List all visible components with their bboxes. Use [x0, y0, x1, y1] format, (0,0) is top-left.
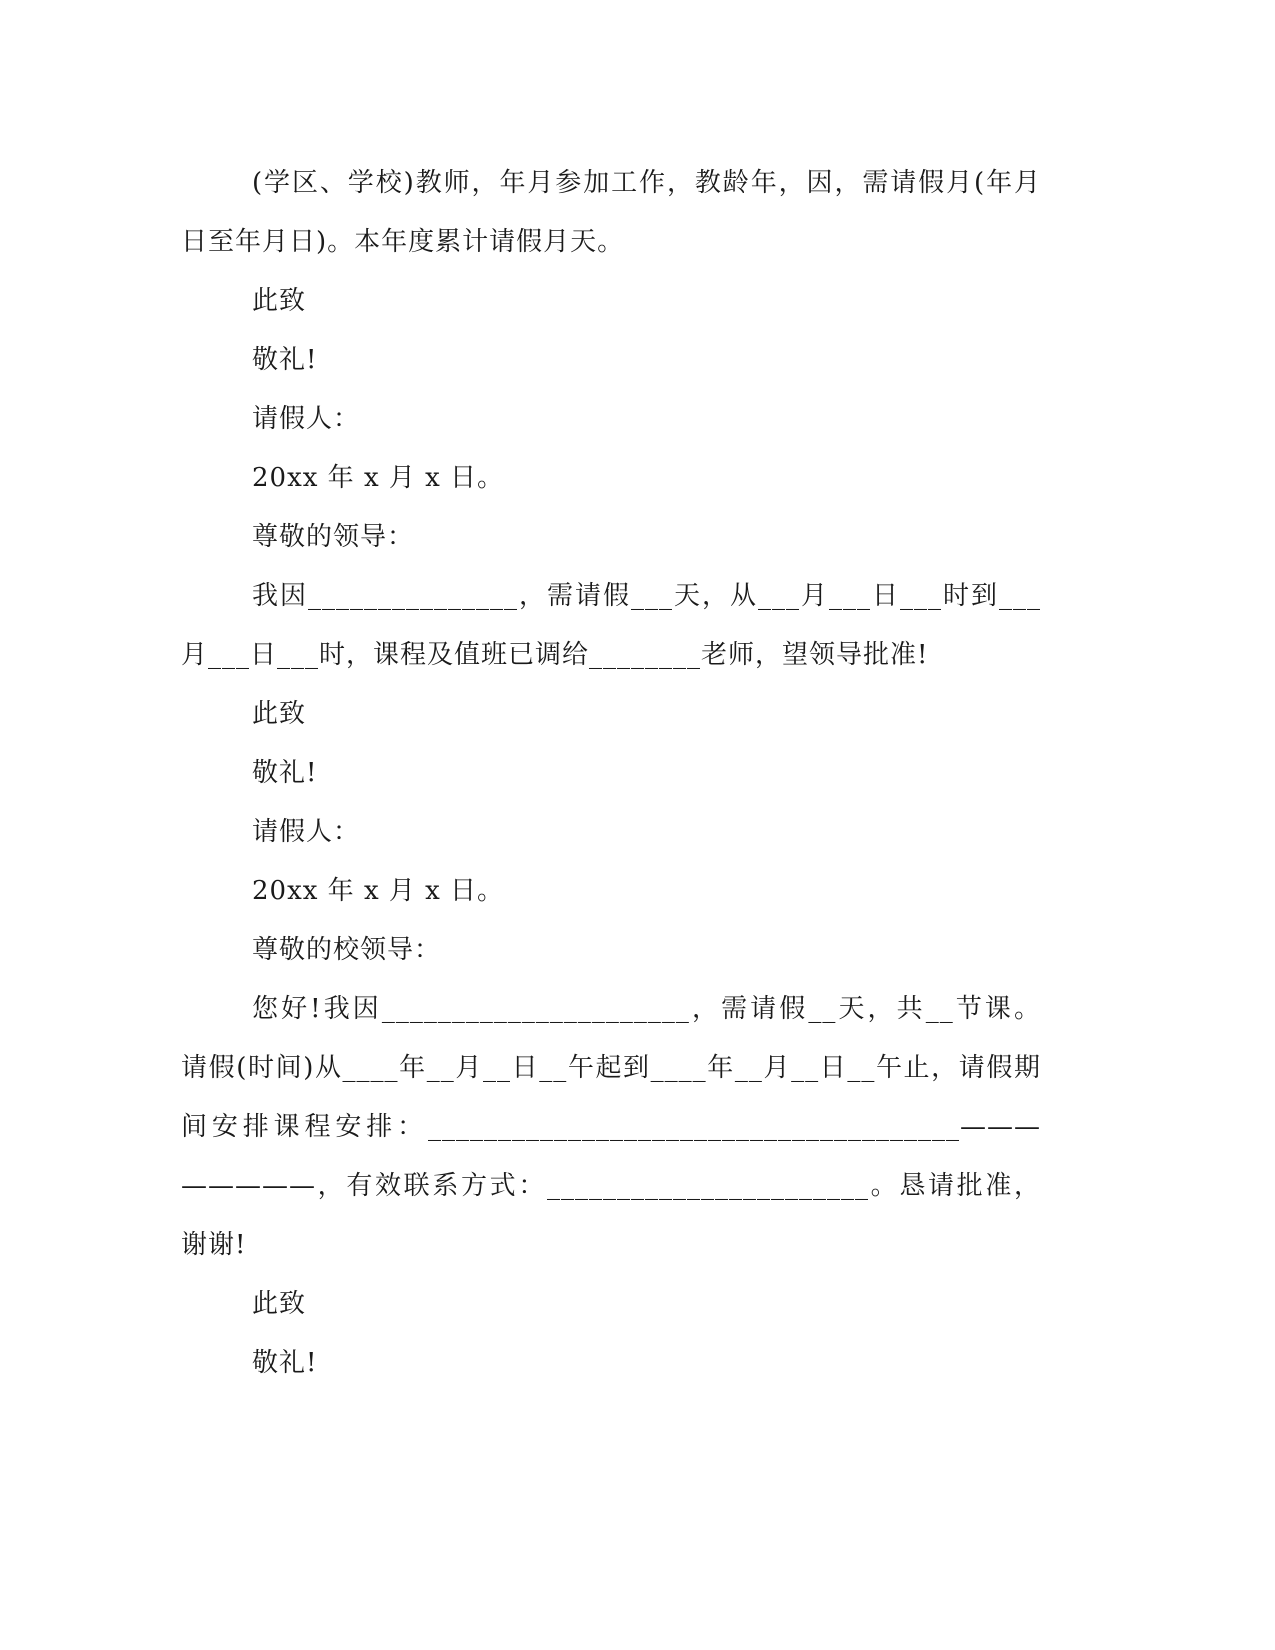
date-line: 20xx 年 x 月 x 日。 [252, 876, 505, 906]
text-line: 月___日___时，课程及值班已调给________老师，望领导批准! [181, 640, 929, 670]
text-line: 谢谢! [181, 1230, 247, 1260]
closing-jing-li: 敬礼! [252, 345, 318, 375]
closing-ci-zhi: 此致 [252, 699, 307, 729]
text-line: 您好!我因______________________，需请假__天，共__节课。 [252, 994, 1041, 1024]
signature-label: 请假人： [252, 404, 361, 434]
text-line: (学区、学校)教师，年月参加工作，教龄年，因，需请假月(年月 [252, 168, 1041, 198]
text-line: 日至年月日)。本年度累计请假月天。 [181, 227, 625, 257]
paragraph-leave-request-3 [181, 980, 1041, 1275]
salutation: 尊敬的领导： [252, 522, 415, 552]
text-line: 间安排课程安排：______________________________________——— [181, 1112, 1041, 1142]
date-line: 20xx 年 x 月 x 日。 [252, 463, 505, 493]
salutation: 尊敬的校领导： [252, 935, 442, 965]
closing-jing-li: 敬礼! [252, 1348, 318, 1378]
paragraph-leave-request-2 [181, 567, 1041, 685]
signature-label: 请假人： [252, 817, 361, 847]
closing-ci-zhi: 此致 [252, 1289, 307, 1319]
text-line: —————，有效联系方式：_______________________。恳请批准， [181, 1171, 1041, 1201]
text-line: 请假(时间)从____年__月__日__午起到____年__月__日__午止，请假期 [181, 1053, 1041, 1083]
document-page [181, 154, 1041, 1393]
closing-ci-zhi: 此致 [252, 286, 307, 316]
paragraph-leave-request-1 [181, 154, 1041, 272]
closing-jing-li: 敬礼! [252, 758, 318, 788]
text-line: 我因_______________，需请假___天，从___月___日___时到___ [252, 581, 1041, 611]
